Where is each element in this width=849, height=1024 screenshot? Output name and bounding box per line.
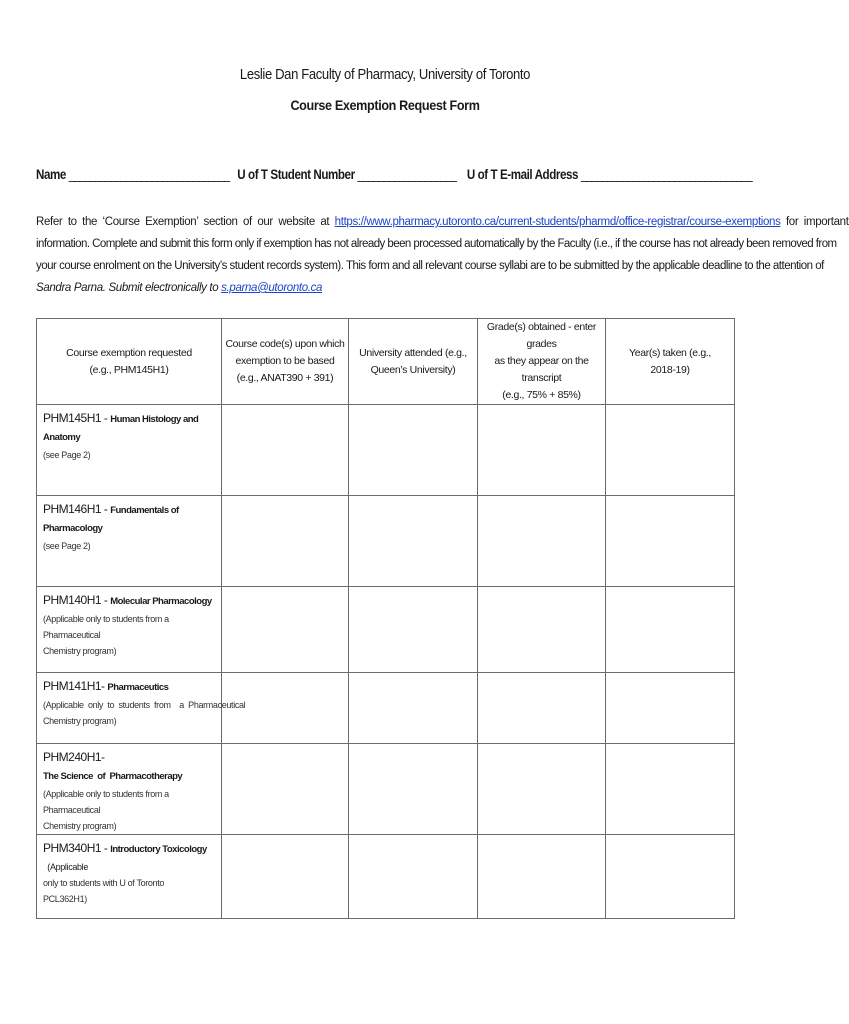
- course-codes-input[interactable]: [222, 744, 349, 835]
- student-number-label: U of T Student Number: [237, 167, 355, 182]
- university-input[interactable]: [349, 835, 478, 919]
- course-cell: PHM145H1 - Human Histology and Anatomy (see Page 2): [37, 405, 222, 496]
- instructions-paragraph: [36, 211, 849, 299]
- student-number-field[interactable]: ___________________: [357, 167, 456, 182]
- table-row: [37, 673, 735, 744]
- years-input[interactable]: [606, 405, 735, 496]
- course-codes-input[interactable]: [222, 496, 349, 587]
- university-input[interactable]: [349, 405, 478, 496]
- column-header: Course code(s) upon which exemption to be based (e.g., ANAT390 + 391): [222, 319, 349, 405]
- column-header: Course exemption requested (e.g., PHM145H1): [37, 319, 222, 405]
- exemption-table: [36, 318, 735, 919]
- table-row: [37, 744, 735, 835]
- grades-input[interactable]: [478, 744, 606, 835]
- intro-text: Sandra Parna. Submit electronically to: [36, 282, 222, 294]
- grades-input[interactable]: [478, 587, 606, 673]
- table-row: [37, 587, 735, 673]
- grades-input[interactable]: [478, 496, 606, 587]
- grades-input[interactable]: [478, 673, 606, 744]
- table-row: [37, 496, 735, 587]
- column-header: University attended (e.g., Queen’s University): [349, 319, 478, 405]
- years-input[interactable]: [606, 587, 735, 673]
- university-input[interactable]: [349, 673, 478, 744]
- intro-text: your course enrolment on the University’s student records system). This form and all relevant course syllabi are to be submitted by the applicable deadline to the attention of: [36, 260, 824, 272]
- table-header-row: [37, 319, 735, 405]
- name-field[interactable]: _______________________________: [68, 167, 229, 182]
- course-cell: PHM240H1- The Science of Pharmacotherapy (Applicable only to students from a Pharmaceutical Chemistry program): [37, 744, 222, 835]
- form-title: Course Exemption Request Form: [290, 97, 480, 113]
- exemptions-link[interactable]: https://www.pharmacy.utoronto.ca/current-students/pharmd/office-registrar/course-exemptions: [334, 216, 781, 228]
- column-header: Grade(s) obtained - enter grades as they appear on the transcript (e.g., 75% + 85%): [478, 319, 606, 405]
- years-input[interactable]: [606, 496, 735, 587]
- institution-heading: Leslie Dan Faculty of Pharmacy, University of Toronto: [239, 67, 531, 83]
- years-input[interactable]: [606, 673, 735, 744]
- contact-email-link[interactable]: s.parna@utoronto.ca: [221, 282, 323, 294]
- intro-text: information. Complete and submit this form only if exemption has not already been processed automatically by the Faculty (i.e., if the course has not already been removed from: [36, 238, 837, 250]
- grades-input[interactable]: [478, 835, 606, 919]
- years-input[interactable]: [606, 835, 735, 919]
- university-input[interactable]: [349, 744, 478, 835]
- grades-input[interactable]: [478, 405, 606, 496]
- table-row: [37, 835, 735, 919]
- course-codes-input[interactable]: [222, 835, 349, 919]
- student-id-fields: [36, 167, 752, 182]
- name-label: Name: [36, 167, 66, 182]
- university-input[interactable]: [349, 587, 478, 673]
- university-input[interactable]: [349, 496, 478, 587]
- course-codes-input[interactable]: [222, 587, 349, 673]
- course-codes-input[interactable]: [222, 405, 349, 496]
- intro-text: for important: [780, 216, 849, 228]
- column-header: Year(s) taken (e.g., 2018-19): [606, 319, 735, 405]
- course-cell: PHM140H1 - Molecular Pharmacology (Applicable only to students from a Pharmaceutical Chemistry program): [37, 587, 222, 673]
- course-cell: PHM141H1- Pharmaceutics (Applicable only to students from a Pharmaceutical Chemistry program): [37, 673, 222, 744]
- course-cell: PHM146H1 - Fundamentals of Pharmacology (see Page 2): [37, 496, 222, 587]
- email-label: U of T E-mail Address: [466, 167, 579, 182]
- table-row: [37, 405, 735, 496]
- years-input[interactable]: [606, 744, 735, 835]
- email-field[interactable]: _________________________________: [580, 167, 752, 182]
- course-cell: PHM340H1 - Introductory Toxicology (Applicable only to students with U of Toronto PCL362H1): [37, 835, 222, 919]
- intro-text: Refer to the ‘Course Exemption’ section of our website at: [36, 216, 335, 228]
